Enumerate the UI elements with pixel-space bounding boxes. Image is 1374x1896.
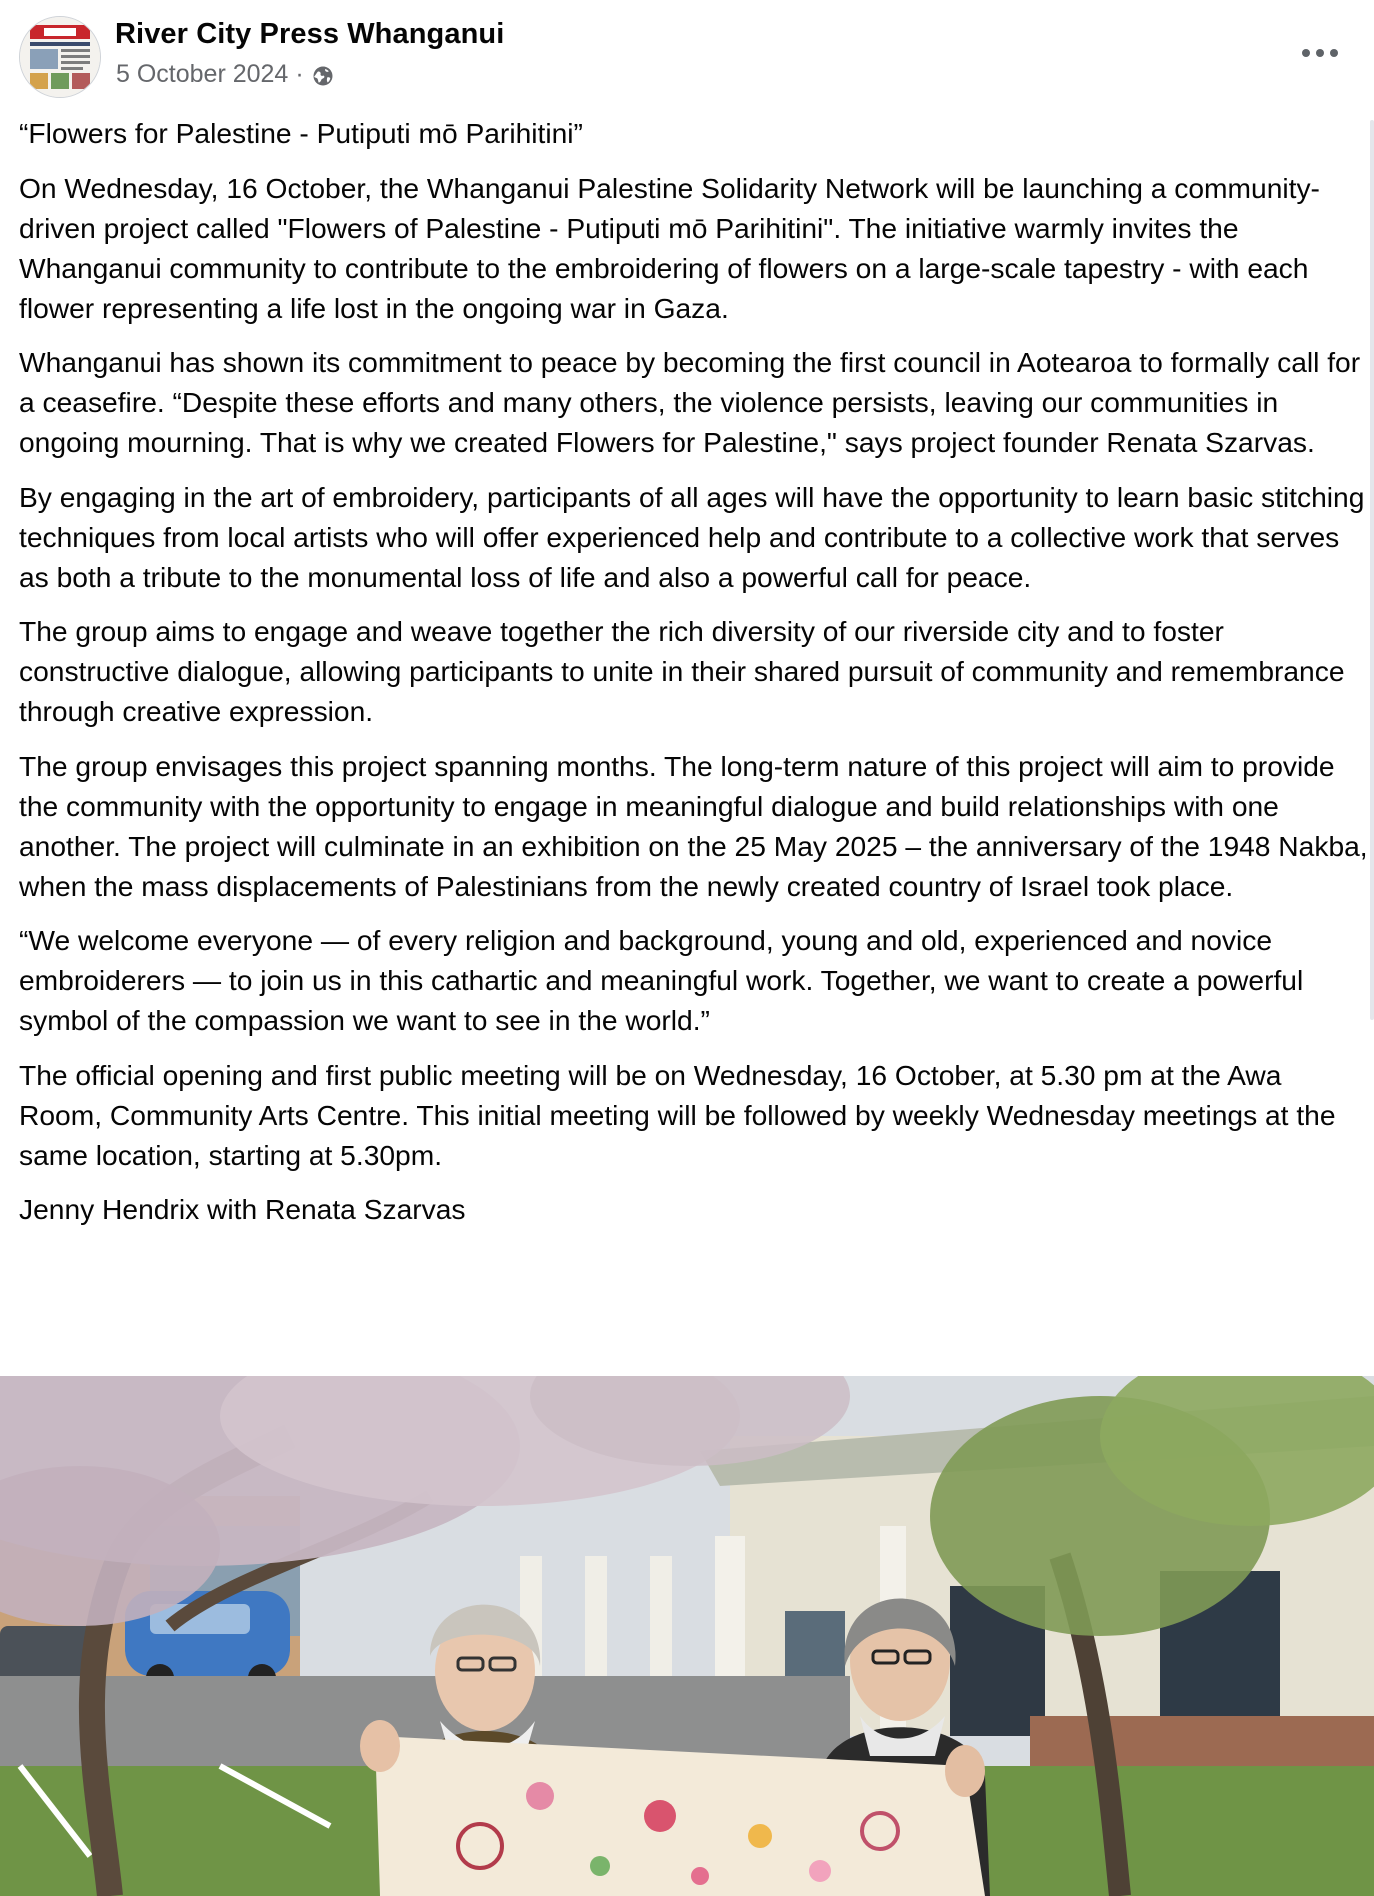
post-byline: Jenny Hendrix with Renata Szarvas (19, 1193, 466, 1225)
post-photo[interactable] (0, 1376, 1374, 1896)
post-paragraph-title: “Flowers for Palestine - Putiputi mō Parihitini” (19, 117, 583, 149)
post-paragraph: The official opening and first public meeting will be on Wednesday, 16 October, at 5.30 pm at the Awa Room, Community Arts Centre. This initial meeting will be followed by weekly Wednesday meetings at the same location, starting at 5.30pm. (19, 1058, 1336, 1171)
post-paragraph: The group envisages this project spanning months. The long-term nature of this project will aim to provide the community with the opportunity to engage in meaningful dialogue and build relationships with one another. The project will culminate in an exhibition on the 25 May 2025 – the anniversary of the 1948 Nakba, when the mass displacements of Palestinians from the newly created country of Israel took place. (19, 749, 1368, 902)
post-paragraph: The group aims to engage and weave together the rich diversity of our riverside city and to foster constructive dialogue, allowing participants to unite in their shared pursuit of community and remembrance through creative expression. (19, 615, 1345, 727)
post-photo-image (0, 1376, 1374, 1896)
post-meta (116, 60, 335, 89)
scrollbar[interactable] (1370, 120, 1374, 1020)
page-name-link[interactable]: River City Press Whanganui (115, 18, 505, 50)
post-paragraph: Whanganui has shown its commitment to peace by becoming the first council in Aotearoa to formally call for a ceasefire. “Despite these efforts and many others, the violence persists, leaving our communities in ongoing mourning. That is why we created Flowers for Palestine," says project founder Renata Szarvas. (19, 346, 1361, 458)
post-body (19, 113, 1371, 1244)
more-options-icon (1316, 49, 1324, 57)
newspaper-avatar-icon (20, 17, 100, 97)
post-paragraph: “We welcome everyone — of every religion and background, young and old, experienced and novice embroiderers — to join us in this cathartic and meaningful work. Together, we want to create a powerful symbol of the compassion we want to see in the world.” (19, 924, 1304, 1036)
meta-separator: · (295, 60, 304, 88)
more-options-button[interactable] (1294, 38, 1346, 68)
post-paragraph: By engaging in the art of embroidery, participants of all ages will have the opportunity to learn basic stitching techniques from local artists who will offer experienced help and contribute to a collective work that serves as both a tribute to the monumental loss of life and also a powerful call for peace. (19, 480, 1365, 593)
page-avatar[interactable] (19, 16, 101, 98)
more-options-icon (1302, 49, 1310, 57)
post-paragraph: On Wednesday, 16 October, the Whanganui Palestine Solidarity Network will be launching a community-driven project called "Flowers of Palestine - Putiputi mō Parihitini". The initiative warmly invites the Whanganui community to contribute to the embroidering of flowers on a large-scale tapestry - with each flower representing a life lost in the ongoing war in Gaza. (19, 171, 1320, 324)
more-options-icon (1330, 49, 1338, 57)
globe-icon[interactable] (311, 64, 335, 88)
post-date[interactable]: 5 October 2024 (116, 60, 289, 88)
post-header (0, 0, 1374, 110)
